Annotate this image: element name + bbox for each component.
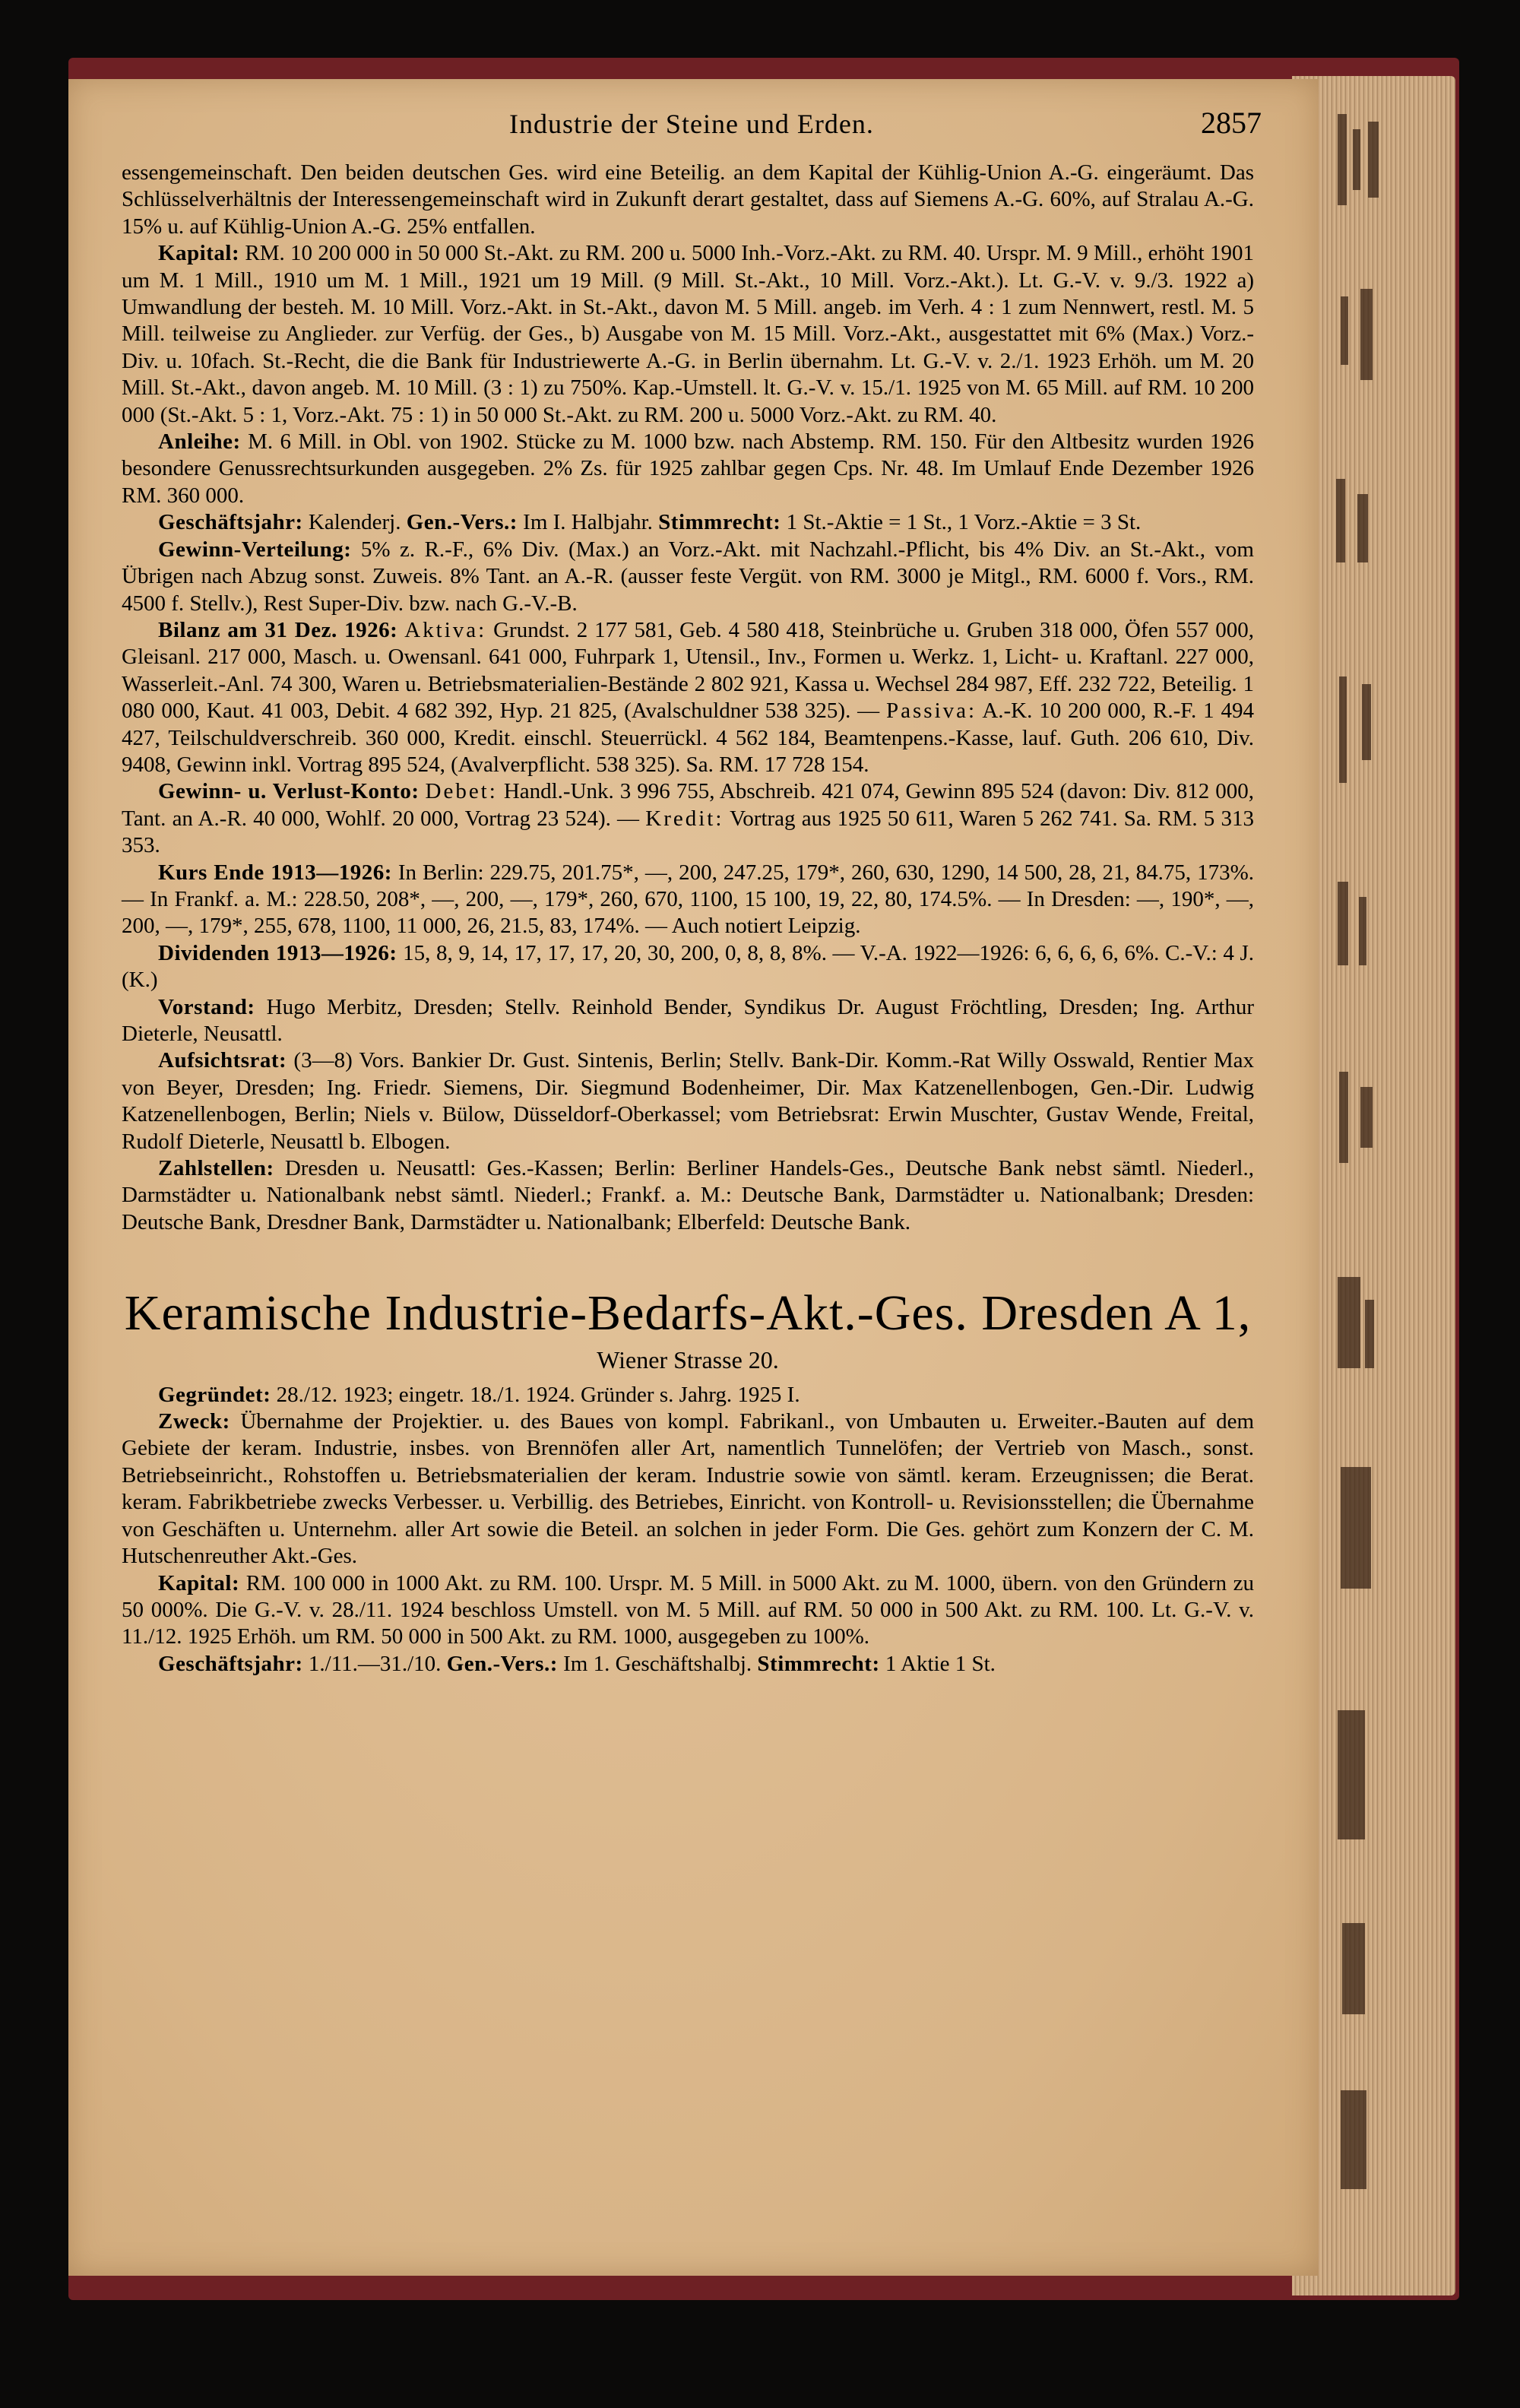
kapital-paragraph bbox=[122, 240, 1254, 429]
genvers2-label: Gen.-Vers.: bbox=[446, 1651, 558, 1676]
vorstand-paragraph bbox=[122, 994, 1254, 1048]
vorstand-label: Vorstand: bbox=[158, 994, 255, 1019]
zweck-paragraph bbox=[122, 1408, 1254, 1570]
gewinn-label: Gewinn-Verteilung: bbox=[158, 537, 352, 562]
guv-label: Gewinn- u. Verlust-Konto: bbox=[158, 779, 420, 804]
kapital-text: RM. 10 200 000 in 50 000 St.-Akt. zu RM. 200 u. 5000 Inh.-Vorz.-Akt. zu RM. 40. Urspr. M. 9 Mill., erhöht 1901 um M. 1 Mill., 1910 um M. 1 Mill., 1921 um 19 Mill. (9 Mill. St.-Akt., 10 Mill. Vorz.-Akt.). Lt. G.-V. v. 9./3. 1922 a) Umwandlung der besteh. M. 10 Mill. Vorz.-Akt. in St.-Akt., davon M. 5 Mill. angeb. im Verh. 4 : 1 zum Nennwert, restl. M. 5 Mill. teilweise zu Anglieder. zur Verfüg. der Ges., b) Ausgabe von M. 15 Mill. Vorz.-Akt., ausgestattet mit 6% (Max.) Vorz.-Div. u. 10fach. St.-Recht, die die Bank für Industriewerte A.-G. in Berlin übernahm. Lt. G.-V. v. 2./1. 1923 Erhöh. um M. 20 Mill. St.-Akt., davon angeb. M. 10 Mill. (3 : 1) zu 750%. Kap.-Umstell. lt. G.-V. v. 15./1. 1925 von M. 65 Mill. auf RM. 10 200 000 (St.-Akt. 5 : 1, Vorz.-Akt. 75 : 1) in 50 000 St.-Akt. zu RM. 200 u. 5000 Vorz.-Akt. zu RM. 40. bbox=[122, 241, 1254, 427]
gegruendet-paragraph bbox=[122, 1382, 1254, 1408]
geschaeftsjahr2-text: 1./11.—31./10. bbox=[308, 1651, 442, 1676]
gewinn-text: 5% z. R.-F., 6% Div. (Max.) an Vorz.-Akt. mit Nachzahl.-Pflicht, bis 4% Div. an St.-Akt., vom Übrigen nach Abzug sonst. Zuweis. 8% Tant. an A.-R. (ausser feste Vergüt. von RM. 3000 je Mitgl., RM. 6000 f. Vors., RM. 4500 f. Stellv.), Rest Super-Div. bzw. nach G.-V.-B. bbox=[122, 537, 1254, 616]
anleihe-text: M. 6 Mill. in Obl. von 1902. Stücke zu M. 1000 bzw. nach Abstemp. RM. 150. Für den Altbesitz wurden 1926 besondere Genussrechtsurkunden ausgegeben. 2% Zs. für 1925 zahlbar gegen Cps. Nr. 48. Im Umlauf Ende Dezember 1926 RM. 360 000. bbox=[122, 429, 1254, 508]
dividenden-text: 15, 8, 9, 14, 17, 17, 17, 20, 30, 200, 0, 8, 8, 8%. — V.-A. 1922—1926: 6, 6, 6, 6, 6%. C.-V.: 4 J. (K.) bbox=[122, 940, 1254, 993]
stimmrecht2-text: 1 Aktie 1 St. bbox=[885, 1651, 996, 1676]
dividenden-label: Dividenden 1913—1926: bbox=[158, 940, 397, 965]
page-header bbox=[182, 108, 1262, 146]
running-head: Industrie der Steine und Erden. bbox=[509, 109, 874, 139]
geschaeftsjahr-text: Kalenderj. bbox=[308, 510, 401, 535]
guv-kredit-text: Vortrag aus 1925 50 611, Waren 5 262 741. Sa. RM. 5 313 353. bbox=[122, 806, 1254, 858]
gegruendet-text: 28./12. 1923; eingetr. 18./1. 1924. Gründer s. Jahrg. 1925 I. bbox=[276, 1382, 800, 1407]
zahlstellen-text: Dresden u. Neusattl: Ges.-Kassen; Berlin: Berliner Handels-Ges., Deutsche Bank nebst sämtl. Niederl., Darmstädter u. Nationalbank nebst sämtl. Niederl.; Frankf. a. M.: Deutsche Bank, Darmstädter u. Nationalbank; Dresden: Deutsche Bank, Dresdner Bank, Darmstädter u. Nationalbank; Elberfeld: Deutsche Bank. bbox=[122, 1156, 1254, 1234]
page-body bbox=[122, 160, 1254, 1678]
stimmrecht-text: 1 St.-Aktie = 1 St., 1 Vorz.-Aktie = 3 St. bbox=[786, 510, 1142, 535]
bilanz-passiva-label: Passiva: bbox=[886, 699, 977, 724]
genvers2-text: Im 1. Geschäftshalbj. bbox=[563, 1651, 752, 1676]
bilanz-passiva-text: A.-K. 10 200 000, R.-F. 1 494 427, Teilschuldverschreib. 360 000, Kredit. einschl. Steuerrückl. 4 562 184, Beamtenpens.-Kasse, lauf. Guth. 206 610, Div. 9408, Gewinn inkl. Vortrag 895 524, (Avalverpflicht. 538 325). Sa. RM. 17 728 154. bbox=[122, 699, 1254, 777]
zahlstellen-label: Zahlstellen: bbox=[158, 1156, 274, 1181]
aufsichtsrat-label: Aufsichtsrat: bbox=[158, 1048, 287, 1073]
aufsichtsrat-text: (3—8) Vors. Bankier Dr. Gust. Sintenis, Berlin; Stellv. Bank-Dir. Komm.-Rat Willy Osswald, Rentier Max von Beyer, Dresden; Ing. Friedr. Siemens, Dir. Siegmund Bodenheimer, Dir. Max Katzenellenbogen, Gen.-Dir. Ludwig Katzenellenbogen, Berlin; Niels v. Bülow, Düsseldorf-Oberkassel; vom Betriebsrat: Erwin Muschter, Gustav Wende, Freital, Rudolf Dieterle, Neusattl b. Elbogen. bbox=[122, 1048, 1254, 1154]
kapital-label: Kapital: bbox=[158, 241, 240, 266]
geschaeftsjahr-label: Geschäftsjahr: bbox=[158, 510, 303, 535]
kapital2-label: Kapital: bbox=[158, 1570, 240, 1595]
aufsichtsrat-paragraph bbox=[122, 1047, 1254, 1155]
kurs-label: Kurs Ende 1913—1926: bbox=[158, 860, 392, 885]
gewinn-paragraph bbox=[122, 537, 1254, 617]
bilanz-aktiva-text: Grundst. 2 177 581, Geb. 4 580 418, Steinbrüche u. Gruben 318 000, Öfen 557 000, Gleisanl. 217 000, Masch. u. Owensanl. 641 000, Fuhrpark 1, Utensil., Inv., Formen u. Werkz. 1, Licht- u. Kraftanl. 227 000, Wasserleit.-Anl. 74 300, Waren u. Betriebsmaterialien-Bestände 2 802 921, Kassa u. Wechsel 284 987, Eff. 232 722, Beteilig. 1 080 000, Kaut. 41 003, Debit. 4 682 392, Hyp. 21 825, (Avalschuldner 538 325). — bbox=[122, 617, 1255, 724]
geschaeftsjahr-paragraph bbox=[122, 509, 1254, 536]
geschaeftsjahr2-label: Geschäftsjahr: bbox=[158, 1651, 303, 1676]
guv-kredit-label: Kredit: bbox=[645, 806, 724, 831]
guv-debet-label: Debet: bbox=[425, 779, 498, 804]
bilanz-paragraph bbox=[122, 617, 1254, 778]
gutter-marks bbox=[1322, 99, 1429, 2273]
kurs-paragraph bbox=[122, 860, 1254, 940]
intro-paragraph: essengemeinschaft. Den beiden deutschen Ges. wird eine Beteilig. an dem Kapital der Kühlig-Union A.-G. eingeräumt. Das Schlüsselverhältnis der Interessengemeinschaft wird in Zukunft derart gestaltet, dass auf Siemens A.-G. 60%, auf Stralau A.-G. 15% u. auf Kühlig-Union A.-G. 25% entfallen. bbox=[122, 160, 1254, 239]
anleihe-paragraph bbox=[122, 429, 1254, 509]
kapital2-text: RM. 100 000 in 1000 Akt. zu RM. 100. Urspr. M. 5 Mill. in 5000 Akt. zu M. 1000, übern. von den Gründern zu 50 000%. Die G.-V. v. 28./11. 1924 beschloss Umstell. von M. 5 Mill. auf RM. 50 000 in 500 Akt. zu RM. 100. Lt. G.-V. v. 11./12. 1925 Erhöh. um RM. 50 000 in 500 Akt. zu RM. 1000, ausgegeben zu 100%. bbox=[122, 1570, 1255, 1649]
stimmrecht2-label: Stimmrecht: bbox=[757, 1651, 880, 1676]
dividenden-paragraph bbox=[122, 940, 1254, 994]
company-title: Keramische Industrie-Bedarfs-Akt.-Ges. Dresden A 1, bbox=[124, 1285, 1252, 1342]
genvers-text: Im I. Halbjahr. bbox=[523, 510, 653, 535]
gegruendet-label: Gegründet: bbox=[158, 1382, 271, 1407]
zweck-text: Übernahme der Projektier. u. des Baues von kompl. Fabrikanl., von Umbauten u. Erweiter.-Bauten auf dem Gebiete der keram. Industrie, insbes. von Brennöfen aller Art, namentlich Tunnelöfen; der Vertrieb von Masch., sonst. Betriebseinricht., Rohstoffen u. Betriebsmaterialien der keram. Industrie sowie von sämtl. keram. Erzeugnissen; die Berat. keram. Fabrikbetriebe zwecks Verbesser. u. Verbillig. des Betriebes, Einricht. von Kontroll- u. Revisionsstellen; die Übernahme von Geschäften u. Unternehm. aller Art sowie die Beteil. an solchen in jeder Form. Die Ges. gehört zum Konzern der C. M. Hutschenreuther Akt.-Ges. bbox=[122, 1409, 1255, 1569]
vorstand-text: Hugo Merbitz, Dresden; Stellv. Reinhold Bender, Syndikus Dr. August Fröchtling, Dresden; Ing. Arthur Dieterle, Neusattl. bbox=[122, 994, 1255, 1046]
zahlstellen-paragraph bbox=[122, 1155, 1254, 1236]
zweck-label: Zweck: bbox=[158, 1409, 230, 1434]
guv-debet-text: Handl.-Unk. 3 996 755, Abschreib. 421 074, Gewinn 895 524 (davon: Div. 812 000, Tant. an A.-R. 40 000, Wohlf. 20 000, Vortrag 23 524). — bbox=[122, 779, 1255, 831]
geschaeftsjahr2-paragraph bbox=[122, 1651, 1254, 1678]
page-number: 2857 bbox=[1201, 106, 1262, 140]
genvers-label: Gen.-Vers.: bbox=[406, 510, 518, 535]
bilanz-aktiva-label: Aktiva: bbox=[404, 617, 487, 642]
stimmrecht-label: Stimmrecht: bbox=[658, 510, 781, 535]
bilanz-label: Bilanz am 31 Dez. 1926: bbox=[158, 617, 398, 642]
kurs-text: In Berlin: 229.75, 201.75*, —, 200, 247.25, 179*, 260, 630, 1290, 14 500, 28, 21, 84.75, 173%. — In Frankf. a. M.: 228.50, 208*, —, 200, —, 179*, 260, 670, 1100, 15 100, 19, 22, 80, 174.5%. — In Dresden: —, 190*, —, 200, —, 179*, 255, 678, 1100, 11 000, 26, 21.5, 83, 174%. — Auch notiert Leipzig. bbox=[122, 860, 1255, 939]
guv-paragraph bbox=[122, 778, 1254, 859]
kapital2-paragraph bbox=[122, 1570, 1254, 1651]
anleihe-label: Anleihe: bbox=[158, 429, 241, 455]
company-address: Wiener Strasse 20. bbox=[597, 1346, 779, 1374]
